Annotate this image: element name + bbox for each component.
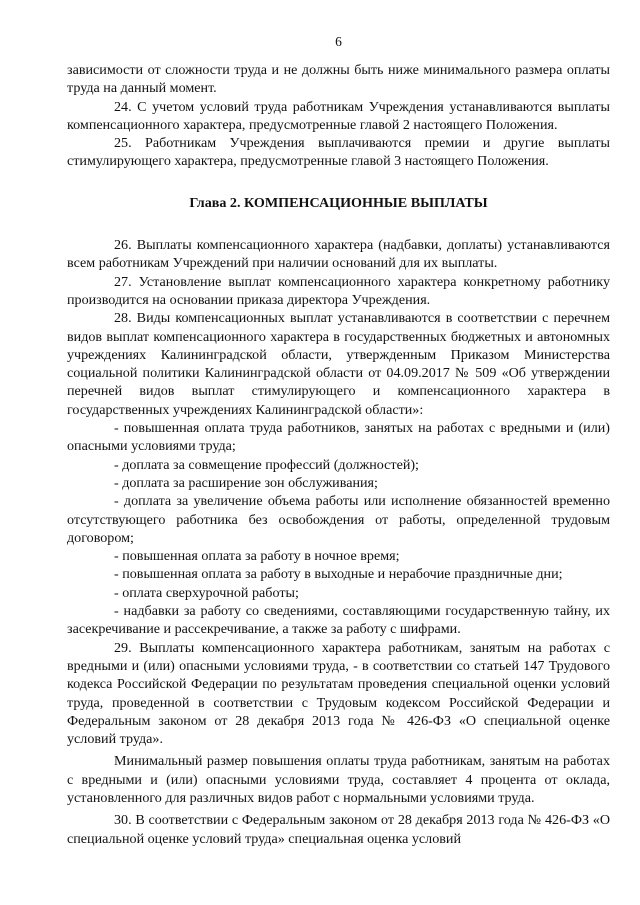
paragraph-26: 26. Выплаты компенсационного характера (надбавки, доплаты) устанавливаются всем работникам Учреждений при наличии оснований для их выплаты. — [67, 237, 610, 272]
list-item: - доплата за расширение зон обслуживания; — [114, 474, 378, 491]
list-item: - повышенная оплата труда работников, занятых на работах с вредными и (или) опасными условиями труда; — [67, 420, 610, 455]
list-item: - доплата за увеличение объема работы или исполнение обязанностей временно отсутствующего работника без освобождения от работы, определенной трудовым договором; — [67, 493, 610, 546]
paragraph-30: 30. В соответствии с Федеральным законом от 28 декабря 2013 года № 426-ФЗ «О специальной оценке условий труда» специальная оценка условий — [67, 812, 610, 847]
list-item: - доплата за совмещение профессий (должностей); — [114, 456, 419, 473]
page-body — [67, 61, 610, 848]
list-item: - повышенная оплата за работу в ночное время; — [114, 548, 400, 565]
list-item: - надбавки за работу со сведениями, составляющими государственную тайну, их засекречивание и рассекречивание, а также за работу с шифрами. — [67, 603, 610, 638]
paragraph-25: 25. Работникам Учреждения выплачиваются премии и другие выплаты стимулирующего характера, предусмотренные главой 3 настоящего Положения. — [67, 135, 610, 170]
page-number: 6 — [335, 34, 342, 49]
list-item: - оплата сверхурочной работы; — [114, 584, 299, 601]
paragraph-27: 27. Установление выплат компенсационного характера конкретному работнику производится на основании приказа директора Учреждения. — [67, 273, 610, 308]
paragraph-29: 29. Выплаты компенсационного характера работникам, занятым на работах с вредными и (или) опасными условиями труда, - в соответствии со статьей 147 Трудового кодекса Российской Федерации по результатам проведения специальной оценки условий труда, проведенной в соответствии с Трудовым кодексом Российской Федерации и Федеральным законом от 28 декабря 2013 года № 426-ФЗ «О специальной оценке условий труда». — [67, 639, 610, 748]
chapter-heading: Глава 2. КОМПЕНСАЦИОННЫЕ ВЫПЛАТЫ — [189, 194, 488, 211]
paragraph-29-minimum-size: Минимальный размер повышения оплаты труда работникам, занятым на работах с вредными и (или) опасными условиями труда, составляет 4 процента от оклада, установленного для различных видов работ с нормальными условиями труда. — [67, 753, 610, 806]
paragraph-23-continuation: зависимости от сложности труда и не должны быть ниже минимального размера оплаты труда на данный момент. — [67, 62, 610, 97]
paragraph-28: 28. Виды компенсационных выплат устанавливаются в соответствии с перечнем видов выплат компенсационного характера в государственных бюджетных и автономных учреждениях Калининградской области, утвержденным Приказом Министерства социальной политики Калининградской области от 04.09.2017 № 509 «Об утверждении перечней видов выплат стимулирующего и компенсационного характера в государственных учреждениях Калининградской области»: — [67, 310, 610, 418]
paragraph-24: 24. С учетом условий труда работникам Учреждения устанавливаются выплаты компенсационного характера, предусмотренные главой 2 настоящего Положения. — [67, 98, 610, 133]
list-item: - повышенная оплата за работу в выходные и нерабочие праздничные дни; — [114, 566, 563, 583]
